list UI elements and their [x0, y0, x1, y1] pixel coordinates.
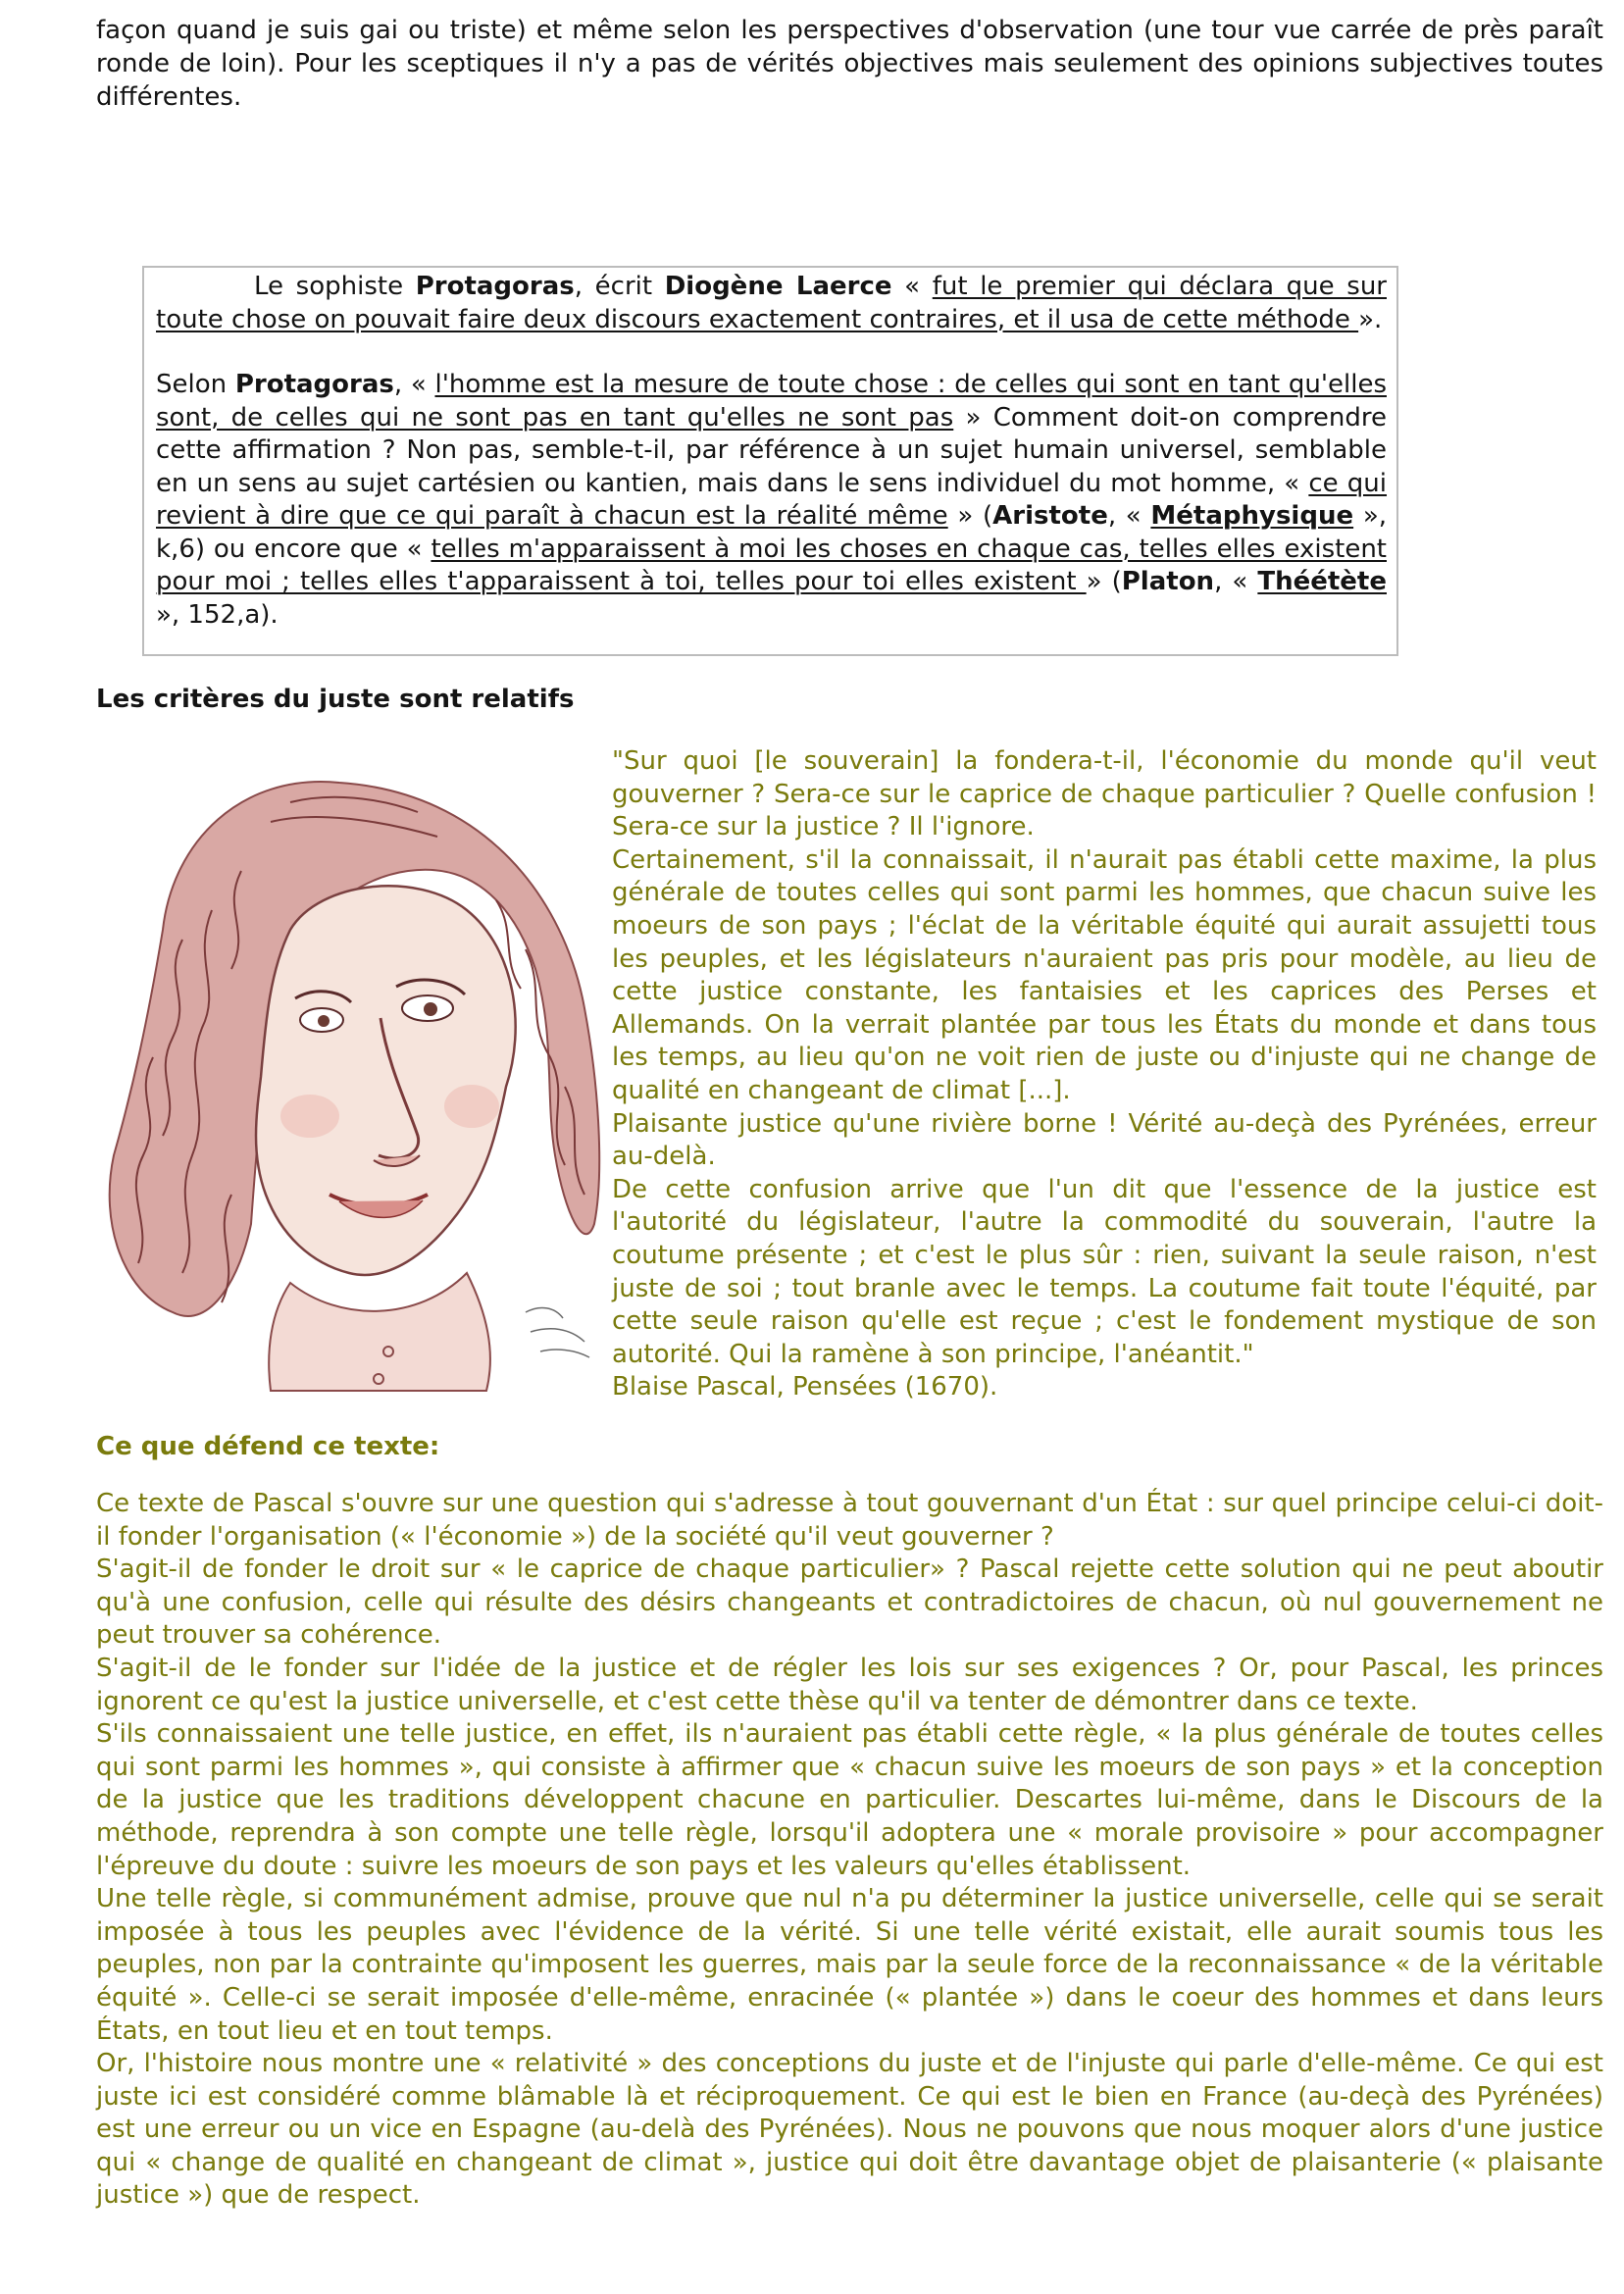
- section-heading: Les critères du juste sont relatifs: [96, 685, 575, 714]
- analysis-paragraph: S'agit-il de le fonder sur l'idée de la justice et de régler les lois sur ses exigences ? Or, pour Pascal, les princes ignorent ce qu'est la justice universelle, et c'est cette thèse qu'il va tenter de démontrer dans ce texte.: [96, 1653, 1603, 1716]
- pascal-quote-paragraph: "Sur quoi [le souverain] la fondera-t-il, l'économie du monde qu'il veut gouverner ? Sera-ce sur le caprice de chaque particulier ? Quelle confusion ! Sera-ce sur la justice ? Il l'ignore.: [612, 746, 1597, 842]
- underlined-quote: telles m'apparaissent à moi les choses en chaque cas, telles elles existent pour moi ; telles elles t'apparaissent à toi, telles pour toi elles existent: [156, 534, 1387, 596]
- analysis-body: [96, 1488, 1603, 2213]
- underlined-quote: l'homme est la mesure de toute chose : de celles qui sont en tant qu'elles sont, de celles qui ne sont pas en tant qu'elles ne sont pas: [156, 370, 1387, 433]
- pascal-portrait-illustration: [94, 763, 606, 1393]
- pascal-quote-paragraph: Plaisante justice qu'une rivière borne ! Vérité au-deçà des Pyrénées, erreur au-delà.: [612, 1108, 1597, 1172]
- text-run: », 152,a).: [156, 599, 279, 630]
- analysis-paragraph: Or, l'histoire nous montre une « relativité » des conceptions du juste et de l'injuste qui parle d'elle-même. Ce qui est juste ici est considéré comme blâmable là et réciproquement. Ce qui est le bien en France (au-deçà des Pyrénées) est une erreur ou un vice en Espagne (au-delà des Pyrénées). Nous ne pouvons que nous moquer alors d'une justice qui « change de qualité en changeant de climat », justice qui doit être davantage objet de plaisanterie (« plaisante justice ») que de respect.: [96, 2049, 1603, 2211]
- quote-box-paragraph-2: [156, 369, 1387, 632]
- analysis-paragraph: Ce texte de Pascal s'ouvre sur une question qui s'adresse à tout gouvernant d'un État : sur quel principe celui-ci doit-il fonder l'organisation (« l'économie ») de la société qu'il veut gouverner ?: [96, 1489, 1603, 1552]
- text-run: » (: [1086, 567, 1122, 596]
- artist-signature: [526, 1307, 589, 1357]
- author-name: Diogène Laerce: [664, 272, 892, 301]
- text-run: «: [891, 272, 933, 301]
- text-run: », k,6) ou encore que «: [156, 501, 1387, 564]
- book-title: Théétète: [1257, 567, 1387, 596]
- text-run: » Comment doit-on comprendre cette affirmation ? Non pas, semble-t-il, par référence à un sujet humain universel, semblable en un sens au sujet cartésien ou kantien, mais dans le sens individuel du mot homme, «: [156, 402, 1387, 498]
- protagoras-quote-box: [142, 266, 1398, 656]
- author-name: Aristote: [992, 501, 1108, 531]
- text-run: Le sophiste: [254, 272, 416, 301]
- text-run: ».: [1358, 304, 1383, 334]
- analysis-paragraph: S'ils connaissaient une telle justice, en effet, ils n'auraient pas établi cette règle, « la plus générale de toutes celles qui sont parmi les hommes », qui consiste à affirmer que « chacun suive les moeurs de son pays » et la conception de la justice que les traditions développent chacune en particulier. Descartes lui-même, dans le Discours de la méthode, reprendra à son compte une telle règle, lorsqu'il adoptera une « morale provisoire » pour accompagner l'épreuve du doute : suivre les moeurs de son pays et les valeurs qu'elles établissent.: [96, 1719, 1603, 1881]
- pascal-quote-paragraph: De cette confusion arrive que l'un dit que l'essence de la justice est l'autorité du législateur, l'autre la commodité du souverain, l'autre la coutume présente ; et c'est le plus sûr : rien, suivant la seule raison, n'est juste de soi ; tout branle avec le temps. La coutume fait toute l'équité, par cette seule raison qu'elle est reçue ; c'est le fondement mystique de son autorité. Qui la ramène à son principe, l'anéantit.": [612, 1174, 1597, 1369]
- author-name: Protagoras: [234, 370, 394, 399]
- underlined-quote: fut le premier qui déclara que sur toute chose on pouvait faire deux discours exactement contraires, et il usa de cette méthode: [156, 272, 1387, 334]
- pascal-quote: [612, 745, 1597, 1404]
- collar: [269, 1273, 490, 1391]
- text-run: , «: [393, 370, 435, 399]
- text-run: , écrit: [574, 272, 665, 301]
- analysis-heading: Ce que défend ce texte:: [96, 1432, 440, 1461]
- pascal-quote-citation: Blaise Pascal, Pensées (1670).: [612, 1372, 998, 1402]
- text-run: » (: [947, 501, 993, 531]
- text-run: Selon: [156, 370, 235, 399]
- text-run: , «: [1214, 567, 1258, 596]
- analysis-paragraph: S'agit-il de fonder le droit sur « le caprice de chaque particulier» ? Pascal rejette cette solution qui ne peut aboutir qu'à une confusion, celle qui résulte des désirs changeants et contradictoires de chacun, où nul gouvernement ne peut trouver sa cohérence.: [96, 1555, 1603, 1651]
- text-run: , «: [1107, 501, 1151, 531]
- author-name: Platon: [1121, 567, 1215, 596]
- pascal-quote-paragraph: Certainement, s'il la connaissait, il n'aurait pas établi cette maxime, la plus générale de toutes celles qui sont parmi les hommes, que chacun suive les moeurs de son pays ; l'éclat de la véritable équité qui aurait assujetti tous les peuples, et les législateurs n'auraient pas pris pour modèle, au lieu de cette justice constante, les fantaisies et les caprices des Perses et Allemands. On la verrait plantée par tous les États du monde et dans tous les temps, au lieu qu'on ne voit rien de juste ou d'injuste qui ne change de qualité en changeant de climat [...].: [612, 844, 1597, 1105]
- underlined-quote: ce qui revient à dire que ce qui paraît à chacun est la réalité même: [156, 468, 1388, 531]
- analysis-paragraph: Une telle règle, si communément admise, prouve que nul n'a pu déterminer la justice universelle, celle qui se serait imposée à tous les peuples avec l'évidence de la vérité. Si une telle vérité existait, elle aurait soumis tous les peuples, non par la contrainte qu'imposent les guerres, mais par la seule force de la reconnaissance « de la véritable équité ». Celle-ci se serait imposée d'elle-même, enracinée (« plantée ») dans le coeur des hommes et dans leurs États, en tout lieu et en tout temps.: [96, 1884, 1603, 2046]
- author-name: Protagoras: [415, 272, 575, 301]
- quote-box-paragraph-1: [156, 271, 1387, 336]
- intro-paragraph: façon quand je suis gai ou triste) et même selon les perspectives d'observation (une tour vue carrée de près paraît ronde de loin). Pour les sceptiques il n'y a pas de vérités objectives mais seulement des opinions subjectives toutes différentes.: [96, 16, 1603, 112]
- book-title: Métaphysique: [1150, 501, 1354, 531]
